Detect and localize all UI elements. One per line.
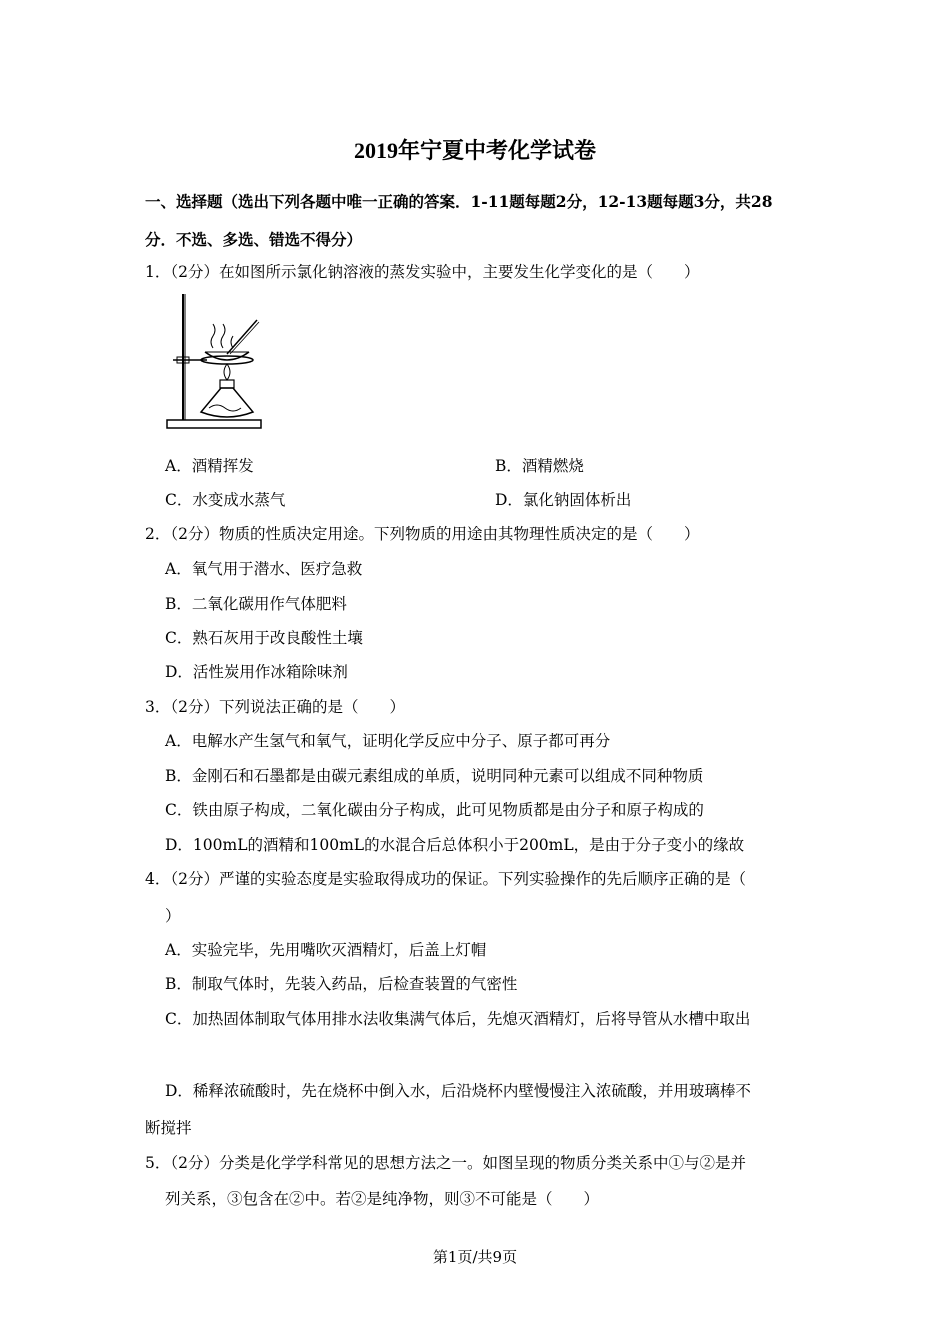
question-5-stem-line2: 列关系，③包含在②中。若②是纯净物，则③不可能是（ ） (165, 1190, 600, 1208)
question-3-stem: 3．（2分）下列说法正确的是（ ） (145, 698, 405, 716)
question-2-stem: 2．（2分）物质的性质决定用途。下列物质的用途由其物理性质决定的是（ ） (145, 525, 700, 543)
evaporation-apparatus-figure (165, 292, 265, 432)
question-3-option-d: D．100mL的酒精和100mL的水混合后总体积小于200mL，是由于分子变小的缘故 (165, 836, 745, 854)
question-4-option-c: C．加热固体制取气体用排水法收集满气体后，先熄灭酒精灯，后将导管从水槽中取出 (165, 1010, 751, 1028)
question-4-option-a: A．实验完毕，先用嘴吹灭酒精灯，后盖上灯帽 (165, 941, 487, 959)
question-3-option-a: A．电解水产生氢气和氧气，证明化学反应中分子、原子都可再分 (165, 732, 611, 750)
question-1-option-c: C．水变成水蒸气 (165, 491, 286, 509)
question-5-stem-line1: 5．（2分）分类是化学学科常见的思想方法之一。如图呈现的物质分类关系中①与②是并 (145, 1154, 746, 1172)
question-4-option-d-line1: D．稀释浓硫酸时，先在烧杯中倒入水，后沿烧杯内壁慢慢注入浓硫酸，并用玻璃棒不 (165, 1082, 751, 1100)
section-heading-line2: 分．不选、多选、错选不得分） (145, 230, 363, 249)
question-4-stem-line1: 4．（2分）严谨的实验态度是实验取得成功的保证。下列实验操作的先后顺序正确的是（ (145, 870, 746, 888)
question-2-option-a: A．氧气用于潜水、医疗急救 (165, 560, 363, 578)
question-2-option-d: D．活性炭用作冰箱除味剂 (165, 663, 348, 681)
question-4-option-b: B．制取气体时，先装入药品，后检查装置的气密性 (165, 975, 518, 993)
section-heading-line1: 一、选择题（选出下列各题中唯一正确的答案．1-11题每题2分，12-13题每题3分，共28 (145, 192, 773, 211)
question-2-option-c: C．熟石灰用于改良酸性土壤 (165, 629, 363, 647)
question-4-stem-line2: ） (165, 907, 181, 925)
question-1-option-a: A．酒精挥发 (165, 457, 254, 475)
question-1-option-d: D．氯化钠固体析出 (495, 491, 632, 509)
question-4-option-d-line2: 断搅拌 (145, 1119, 192, 1137)
question-1-option-b: B．酒精燃烧 (495, 457, 584, 475)
page-footer: 第1页/共9页 (432, 1248, 518, 1266)
question-3-option-b: B．金刚石和石墨都是由碳元素组成的单质，说明同种元素可以组成不同种物质 (165, 767, 704, 785)
question-2-option-b: B．二氧化碳用作气体肥料 (165, 595, 347, 613)
question-1-stem: 1．（2分）在如图所示氯化钠溶液的蒸发实验中，主要发生化学变化的是（ ） (145, 263, 700, 281)
question-3-option-c: C．铁由原子构成，二氧化碳由分子构成，此可见物质都是由分子和原子构成的 (165, 801, 704, 819)
page-title: 2019年宁夏中考化学试卷 (353, 138, 596, 163)
